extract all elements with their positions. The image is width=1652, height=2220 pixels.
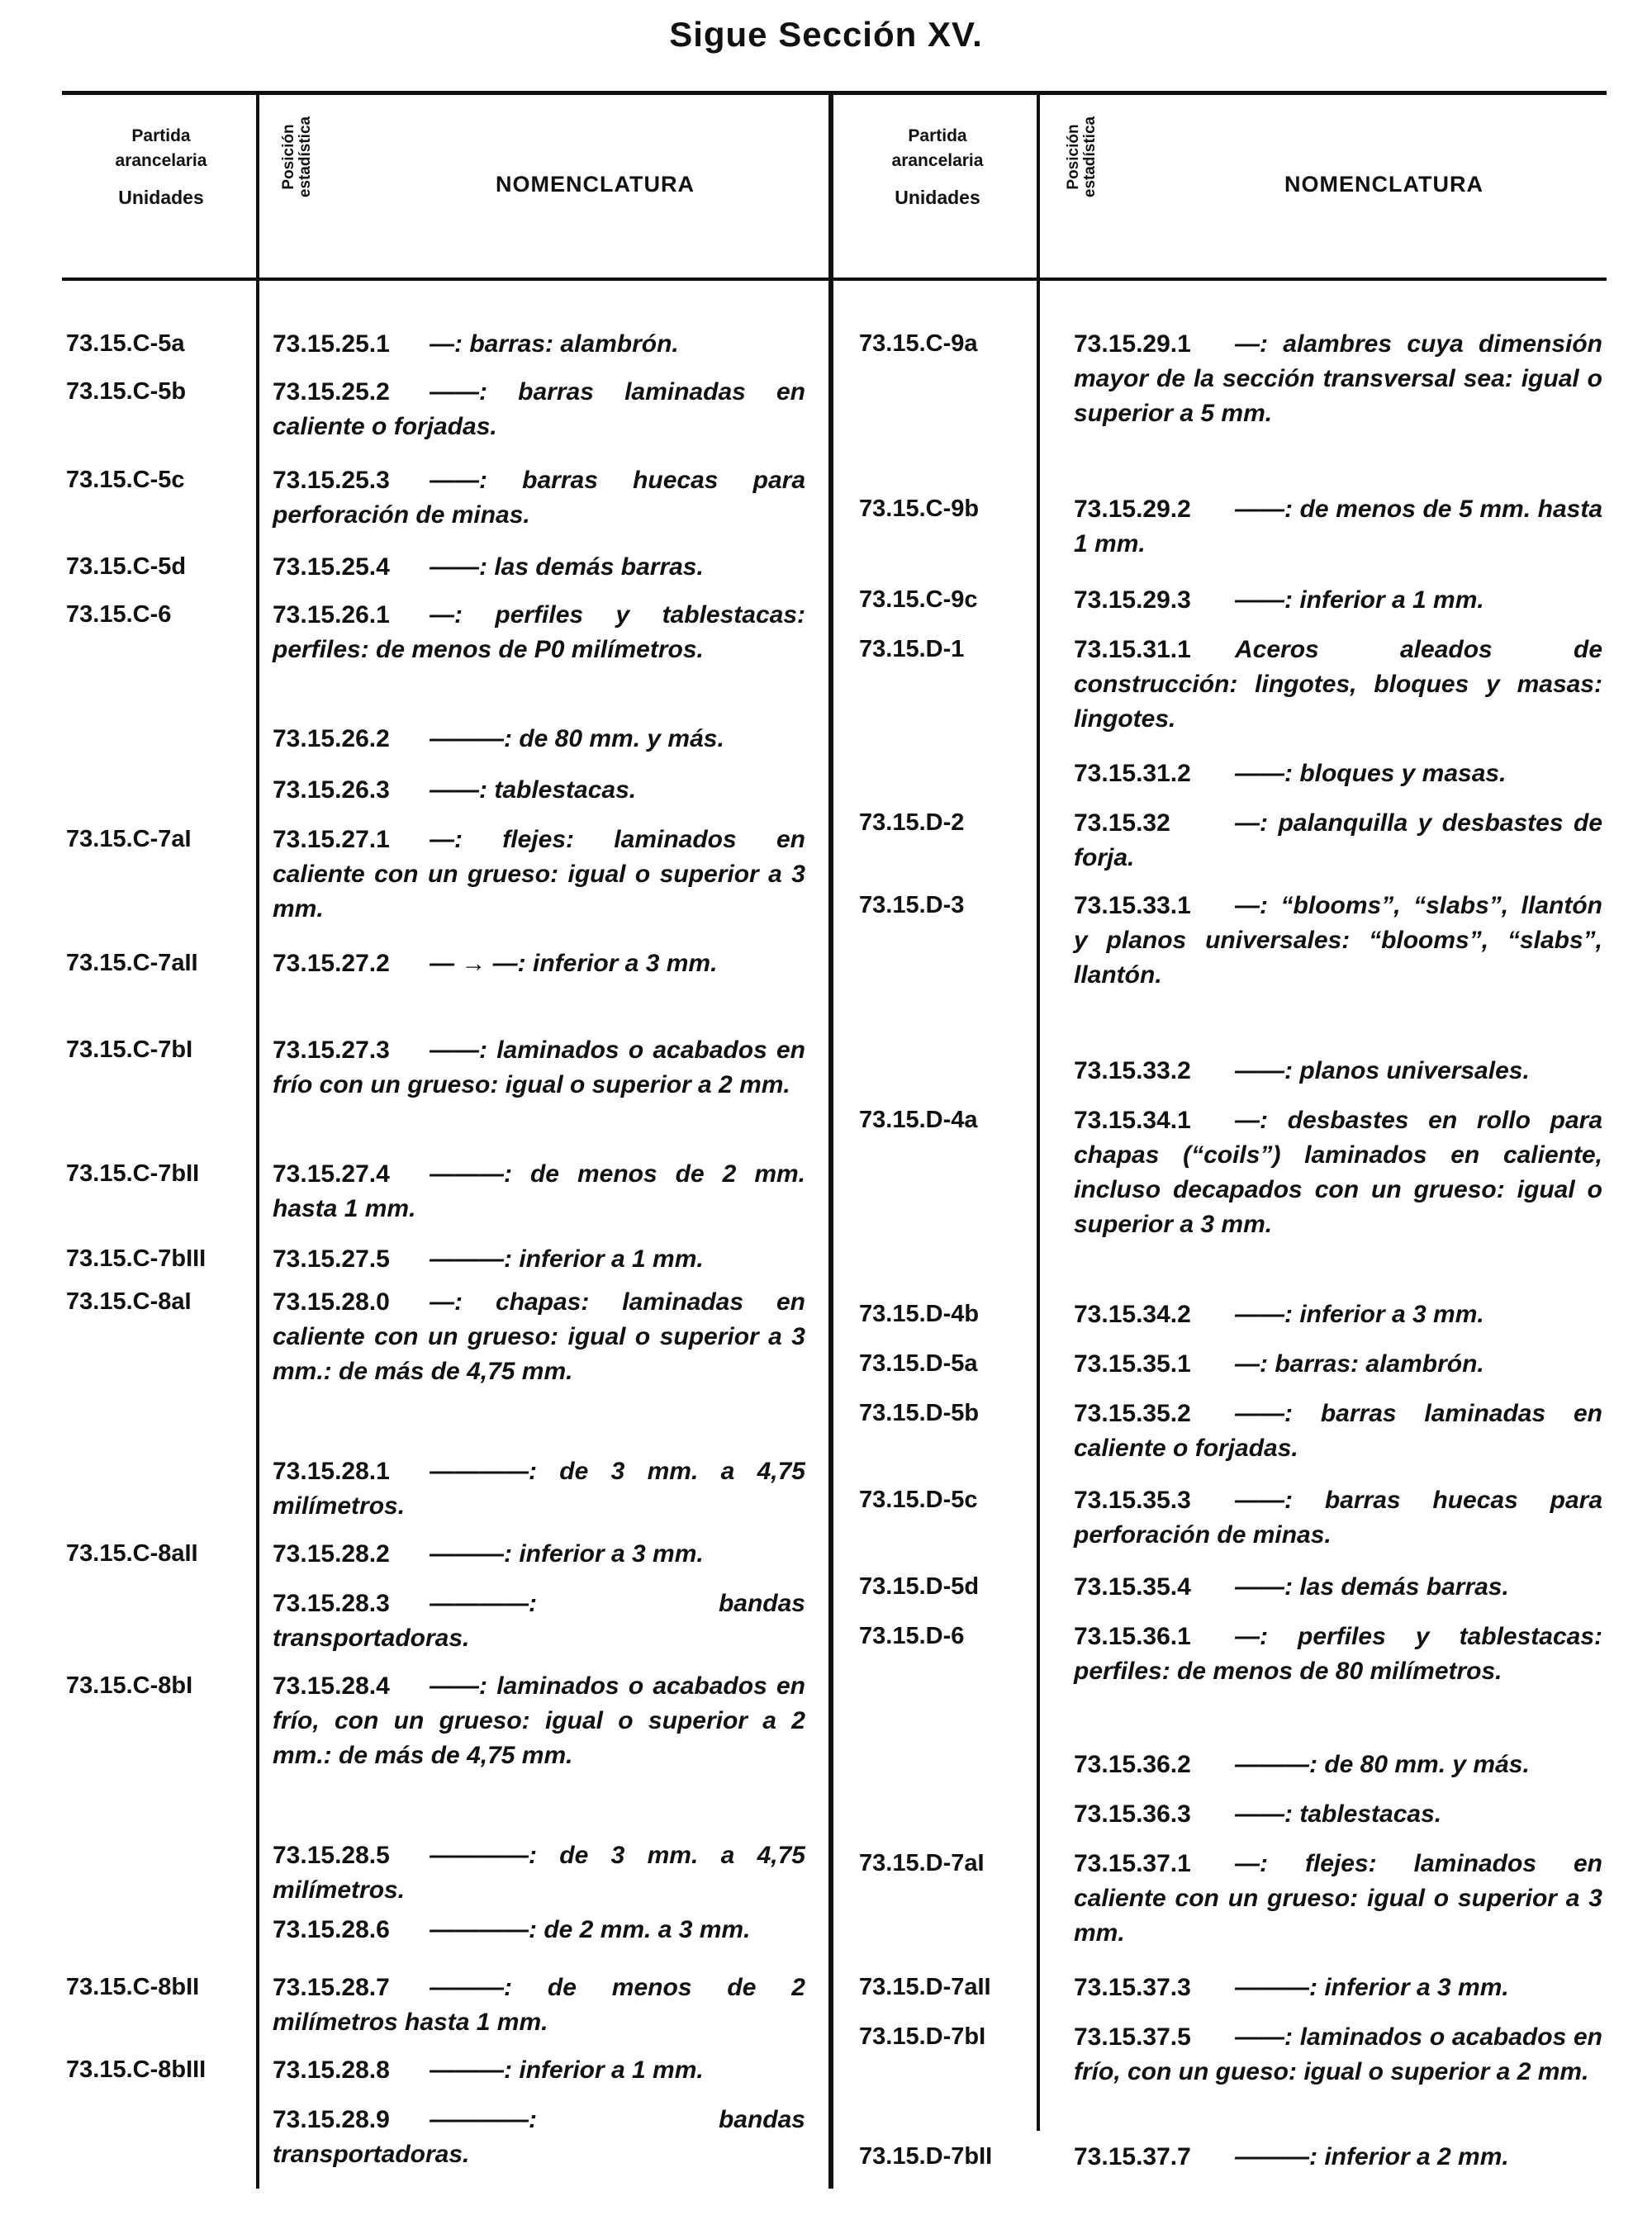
header-bottom-rule	[62, 278, 1607, 281]
partida-arancelaria: 73.15.D-5d	[859, 1573, 980, 1600]
nomenclatura-text: ——: barras huecas para perforación de minas.	[1074, 1487, 1602, 1549]
header-nomenclatura-left: NOMENCLATURA	[496, 172, 695, 197]
nomenclatura-text: —: barras: alambrón.	[430, 330, 679, 358]
partida-arancelaria: 73.15.C-9c	[859, 586, 978, 613]
header-partida-line2: arancelaria	[115, 151, 207, 170]
nomenclatura-text: ——: tablestacas.	[430, 776, 637, 804]
partida-arancelaria: 73.15.C-7aII	[66, 950, 198, 976]
posicion-estadistica: 73.15.35.2	[1074, 1400, 1191, 1427]
partida-arancelaria: 73.15.D-7bI	[859, 2023, 986, 2050]
column-divider-center	[828, 91, 833, 2189]
partida-arancelaria: 73.15.D-2	[859, 809, 965, 836]
nomenclatura-text: ——: las demás barras.	[430, 553, 704, 581]
nomenclatura-text: ————: bandas transportadoras.	[273, 2106, 805, 2168]
column-divider-right	[1037, 91, 1040, 2131]
posicion-estadistica: 73.15.28.6	[273, 1916, 390, 1943]
nomenclatura-text: —: chapas: laminadas en caliente con un grueso: igual o superior a 3 mm.: de más de 4,75 mm.	[273, 1288, 805, 1385]
posicion-estadistica: 73.15.32	[1074, 809, 1170, 837]
nomenclatura-text: —: barras: alambrón.	[1235, 1350, 1484, 1378]
partida-arancelaria: 73.15.C-5b	[66, 378, 187, 405]
posicion-estadistica: 73.15.37.1	[1074, 1850, 1191, 1877]
posicion-estadistica: 73.15.37.5	[1074, 2023, 1191, 2051]
posicion-estadistica: 73.15.28.1	[273, 1458, 390, 1485]
posicion-estadistica: 73.15.35.1	[1074, 1350, 1191, 1378]
partida-arancelaria: 73.15.D-3	[859, 892, 965, 918]
nomenclatura-text: ———: inferior a 3 mm.	[430, 1540, 704, 1568]
page-title: Sigue Sección XV.	[669, 15, 983, 54]
posicion-estadistica: 73.15.36.1	[1074, 1623, 1191, 1650]
partida-arancelaria: 73.15.D-7bII	[859, 2143, 993, 2170]
partida-arancelaria: 73.15.D-4a	[859, 1107, 978, 1133]
column-divider-left	[256, 91, 259, 2189]
partida-arancelaria: 73.15.C-8bII	[66, 1974, 200, 2000]
nomenclatura-text: ———: de 80 mm. y más.	[1235, 1751, 1530, 1778]
header-posicion-left	[281, 58, 314, 256]
partida-arancelaria: 73.15.C-9b	[859, 496, 980, 522]
header-partida-line1: Partida	[908, 126, 967, 145]
posicion-estadistica: 73.15.28.4	[273, 1672, 390, 1700]
nomenclatura-text: ——: laminados o acabados en frío con un grueso: igual o superior a 2 mm.	[273, 1036, 805, 1098]
nomenclatura-text: ——: inferior a 1 mm.	[1235, 586, 1484, 614]
nomenclatura-text: ———: inferior a 1 mm.	[430, 1245, 704, 1273]
posicion-estadistica: 73.15.25.2	[273, 378, 390, 406]
posicion-estadistica: 73.15.26.1	[273, 601, 390, 629]
nomenclatura-text: ————: de 2 mm. a 3 mm.	[430, 1916, 751, 1943]
posicion-estadistica: 73.15.27.4	[273, 1160, 390, 1188]
header-partida-line2: arancelaria	[891, 151, 984, 170]
posicion-estadistica: 73.15.25.3	[273, 467, 390, 494]
posicion-estadistica: 73.15.31.1	[1074, 636, 1191, 663]
posicion-estadistica: 73.15.37.3	[1074, 1974, 1191, 2001]
nomenclatura-text: ——: tablestacas.	[1235, 1800, 1442, 1828]
posicion-estadistica: 73.15.28.9	[273, 2106, 390, 2133]
posicion-estadistica: 73.15.28.0	[273, 1288, 390, 1316]
nomenclatura-text: —: flejes: laminados en caliente con un grueso: igual o superior a 3 mm.	[273, 826, 805, 923]
nomenclatura-text: Aceros aleados de construcción: lingotes, bloques y masas: lingotes.	[1074, 636, 1602, 733]
nomenclatura-text: ——: laminados o acabados en frío, con un grueso: igual o superior a 2 mm.: de más de 4,75 mm.	[273, 1672, 805, 1769]
partida-arancelaria: 73.15.C-7bIII	[66, 1245, 206, 1272]
nomenclatura-text: ——: barras huecas para perforación de minas.	[273, 467, 805, 529]
nomenclatura-text: ———: de 80 mm. y más.	[430, 725, 724, 752]
partida-arancelaria: 73.15.C-9a	[859, 330, 978, 357]
posicion-estadistica: 73.15.28.2	[273, 1540, 390, 1568]
nomenclatura-text: ———: de menos de 2 mm. hasta 1 mm.	[273, 1160, 805, 1222]
nomenclatura-text: ———: de menos de 2 milímetros hasta 1 mm.	[273, 1974, 805, 2036]
posicion-estadistica: 73.15.25.4	[273, 553, 390, 581]
nomenclatura-text: ——: barras laminadas en caliente o forjadas.	[273, 378, 805, 440]
nomenclatura-text: ——: laminados o acabados en frío, con un gueso: igual o superior a 2 mm.	[1074, 2023, 1602, 2085]
posicion-estadistica: 73.15.28.7	[273, 1974, 390, 2001]
partida-arancelaria: 73.15.D-5c	[859, 1487, 978, 1513]
nomenclatura-text: ————: bandas transportadoras.	[273, 1590, 805, 1652]
partida-arancelaria: 73.15.D-7aII	[859, 1974, 991, 2000]
posicion-estadistica: 73.15.35.3	[1074, 1487, 1191, 1514]
partida-arancelaria: 73.15.D-5a	[859, 1350, 978, 1377]
posicion-estadistica: 73.15.27.2	[273, 950, 390, 977]
posicion-estadistica: 73.15.26.2	[273, 725, 390, 752]
header-posicion-right	[1066, 58, 1099, 256]
header-posicion-line2: estadística	[1081, 116, 1099, 198]
nomenclatura-text: —: perfiles y tablestacas: perfiles: de menos de 80 milímetros.	[1074, 1623, 1602, 1685]
nomenclatura-text: ————: de 3 mm. a 4,75 milímetros.	[273, 1458, 805, 1520]
posicion-estadistica: 73.15.27.3	[273, 1036, 390, 1064]
posicion-estadistica: 73.15.28.3	[273, 1590, 390, 1617]
header-posicion-line1: Posición	[1065, 124, 1082, 190]
partida-arancelaria: 73.15.C-5d	[66, 553, 187, 580]
nomenclatura-text: ————: de 3 mm. a 4,75 milímetros.	[273, 1842, 805, 1904]
partida-arancelaria: 73.15.D-6	[859, 1623, 965, 1649]
nomenclatura-text: ———: inferior a 2 mm.	[1235, 2143, 1509, 2170]
posicion-estadistica: 73.15.27.5	[273, 1245, 390, 1273]
posicion-estadistica: 73.15.29.3	[1074, 586, 1191, 614]
header-posicion-line2: estadística	[297, 116, 314, 198]
posicion-estadistica: 73.15.29.1	[1074, 330, 1191, 358]
partida-arancelaria: 73.15.C-5c	[66, 467, 185, 493]
header-posicion-line1: Posición	[280, 124, 297, 190]
nomenclatura-text: —: desbastes en rollo para chapas (“coils”) laminados en caliente, incluso decapados con un grueso: igual o superior a 3 mm.	[1074, 1107, 1602, 1238]
partida-arancelaria: 73.15.D-4b	[859, 1301, 980, 1327]
nomenclatura-text: ——: bloques y masas.	[1235, 760, 1507, 787]
nomenclatura-text: ——: planos universales.	[1235, 1057, 1530, 1084]
header-partida-left	[78, 124, 244, 210]
posicion-estadistica: 73.15.37.7	[1074, 2143, 1191, 2170]
partida-arancelaria: 73.15.C-6	[66, 601, 172, 628]
header-nomenclatura-right: NOMENCLATURA	[1284, 172, 1483, 197]
posicion-estadistica: 73.15.33.1	[1074, 892, 1191, 919]
nomenclatura-text: — → —: inferior a 3 mm.	[430, 950, 718, 977]
posicion-estadistica: 73.15.35.4	[1074, 1573, 1191, 1601]
posicion-estadistica: 73.15.36.3	[1074, 1800, 1191, 1828]
posicion-estadistica: 73.15.26.3	[273, 776, 390, 804]
posicion-estadistica: 73.15.28.5	[273, 1842, 390, 1869]
partida-arancelaria: 73.15.C-8aI	[66, 1288, 192, 1315]
partida-arancelaria: 73.15.C-8bIII	[66, 2056, 206, 2083]
nomenclatura-text: —: alambres cuya dimensión mayor de la sección transversal sea: igual o superior a 5 mm.	[1074, 330, 1602, 427]
nomenclatura-text: —: perfiles y tablestacas: perfiles: de menos de P0 milímetros.	[273, 601, 805, 663]
posicion-estadistica: 73.15.29.2	[1074, 496, 1191, 523]
partida-arancelaria: 73.15.C-8bI	[66, 1672, 193, 1699]
header-unidades: Unidades	[118, 187, 204, 208]
partida-arancelaria: 73.15.D-5b	[859, 1400, 980, 1426]
posicion-estadistica: 73.15.36.2	[1074, 1751, 1191, 1778]
posicion-estadistica: 73.15.34.1	[1074, 1107, 1191, 1134]
header-partida-line1: Partida	[131, 126, 191, 145]
posicion-estadistica: 73.15.28.8	[273, 2056, 390, 2084]
partida-arancelaria: 73.15.C-7bII	[66, 1160, 200, 1187]
posicion-estadistica: 73.15.25.1	[273, 330, 390, 358]
nomenclatura-text: —: flejes: laminados en caliente con un grueso: igual o superior a 3 mm.	[1074, 1850, 1602, 1947]
nomenclatura-text: —: “blooms”, “slabs”, llantón y planos universales: “blooms”, “slabs”, llantón.	[1074, 892, 1602, 989]
nomenclatura-text: ——: inferior a 3 mm.	[1235, 1301, 1484, 1328]
nomenclatura-text: ———: inferior a 3 mm.	[1235, 1974, 1509, 2001]
nomenclatura-text: ——: las demás barras.	[1235, 1573, 1509, 1601]
header-unidades: Unidades	[895, 187, 980, 208]
nomenclatura-text: ———: inferior a 1 mm.	[430, 2056, 704, 2084]
partida-arancelaria: 73.15.D-7aI	[859, 1850, 985, 1876]
partida-arancelaria: 73.15.C-8aII	[66, 1540, 198, 1567]
partida-arancelaria: 73.15.C-7aI	[66, 826, 192, 852]
posicion-estadistica: 73.15.33.2	[1074, 1057, 1191, 1084]
partida-arancelaria: 73.15.C-5a	[66, 330, 185, 357]
partida-arancelaria: 73.15.D-1	[859, 636, 965, 662]
posicion-estadistica: 73.15.31.2	[1074, 760, 1191, 787]
nomenclatura-text: ——: de menos de 5 mm. hasta 1 mm.	[1074, 496, 1602, 557]
nomenclatura-text: ——: barras laminadas en caliente o forjadas.	[1074, 1400, 1602, 1462]
partida-arancelaria: 73.15.C-7bI	[66, 1036, 193, 1063]
posicion-estadistica: 73.15.27.1	[273, 826, 390, 853]
header-partida-right	[851, 124, 1024, 210]
posicion-estadistica: 73.15.34.2	[1074, 1301, 1191, 1328]
nomenclatura-text: —: palanquilla y desbastes de forja.	[1074, 809, 1602, 871]
